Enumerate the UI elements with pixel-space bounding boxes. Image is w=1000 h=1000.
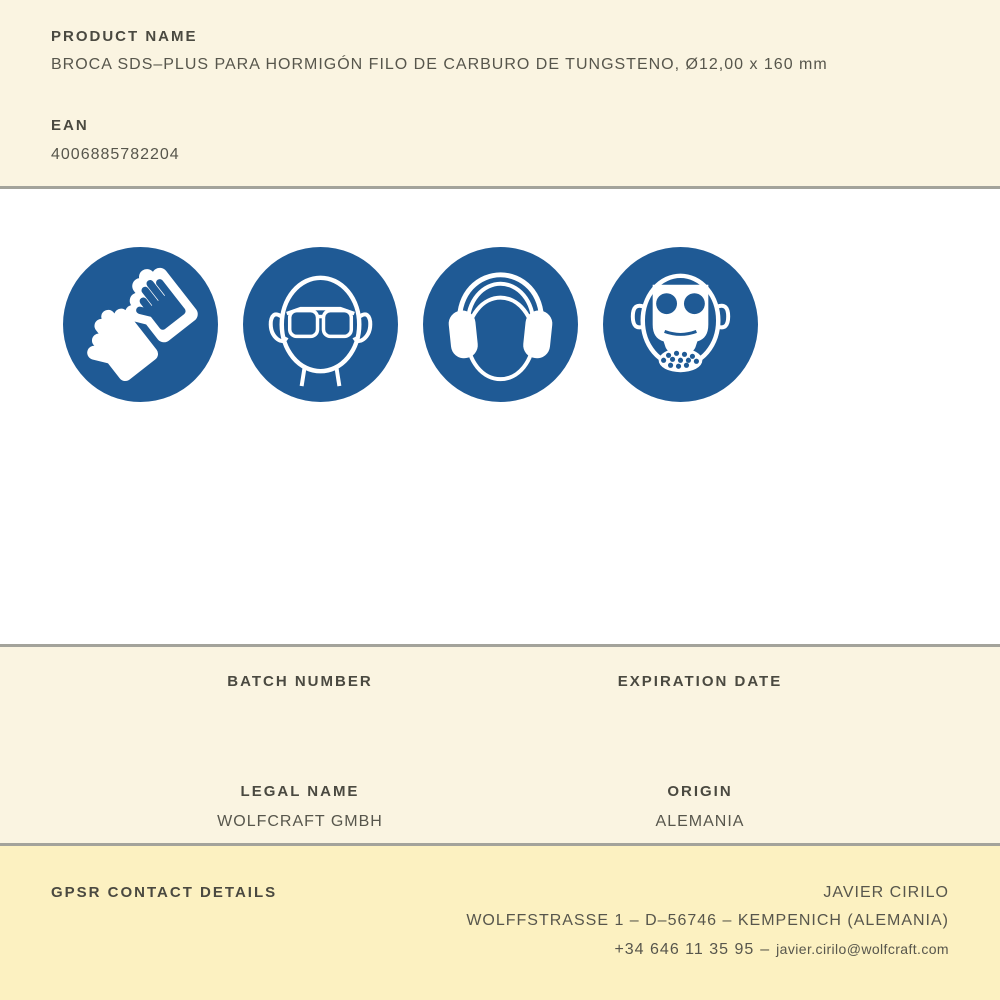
safety-icons-section [0,189,1000,644]
origin-cell [500,783,900,831]
legal-name-label: LEGAL NAME [240,783,360,800]
gpsr-contact-section [0,846,1000,1000]
wear-eye-protection-icon [243,247,398,402]
details-grid [100,673,900,721]
gpsr-contact-label: GPSR CONTACT DETAILS [51,884,278,901]
expiration-date-value [500,703,900,721]
ean-value: 4006885782204 [51,146,180,163]
origin-value: ALEMANIA [655,813,745,830]
wear-gloves-icon [63,247,218,402]
expiration-date-cell [500,673,900,721]
gpsr-address: WOLFFSTRASSE 1 – D–56746 – KEMPENICH (ALEMANIA) [466,912,949,929]
safety-icon-row [63,247,1000,402]
legal-name-value: WOLFCRAFT GMBH [217,813,383,830]
row-spacer [0,721,1000,783]
phone-email-separator: – [760,941,771,958]
product-name-value: BROCA SDS–PLUS PARA HORMIGÓN FILO DE CARBURO DE TUNGSTENO, Ø12,00 x 160 mm [51,56,828,73]
wear-ear-protection-icon [423,247,578,402]
gpsr-email: javier.cirilo@wolfcraft.com [776,941,949,957]
gpsr-phone: +34 646 11 35 95 [614,941,755,958]
details-grid [100,783,900,831]
origin-label: ORIGIN [667,783,733,800]
ean-label: EAN [51,117,89,134]
gpsr-contact-person: JAVIER CIRILO [823,884,949,901]
legal-name-cell [100,783,500,831]
product-name-label: PRODUCT NAME [51,28,198,45]
expiration-date-label: EXPIRATION DATE [617,673,783,690]
batch-number-label: BATCH NUMBER [227,673,373,690]
gpsr-phone-email-line [51,940,949,959]
product-header-section [0,0,1000,186]
wear-respirator-icon [603,247,758,402]
batch-number-value [100,703,500,721]
batch-number-cell [100,673,500,721]
gpsr-header-row [51,884,949,902]
product-details-section [0,647,1000,843]
